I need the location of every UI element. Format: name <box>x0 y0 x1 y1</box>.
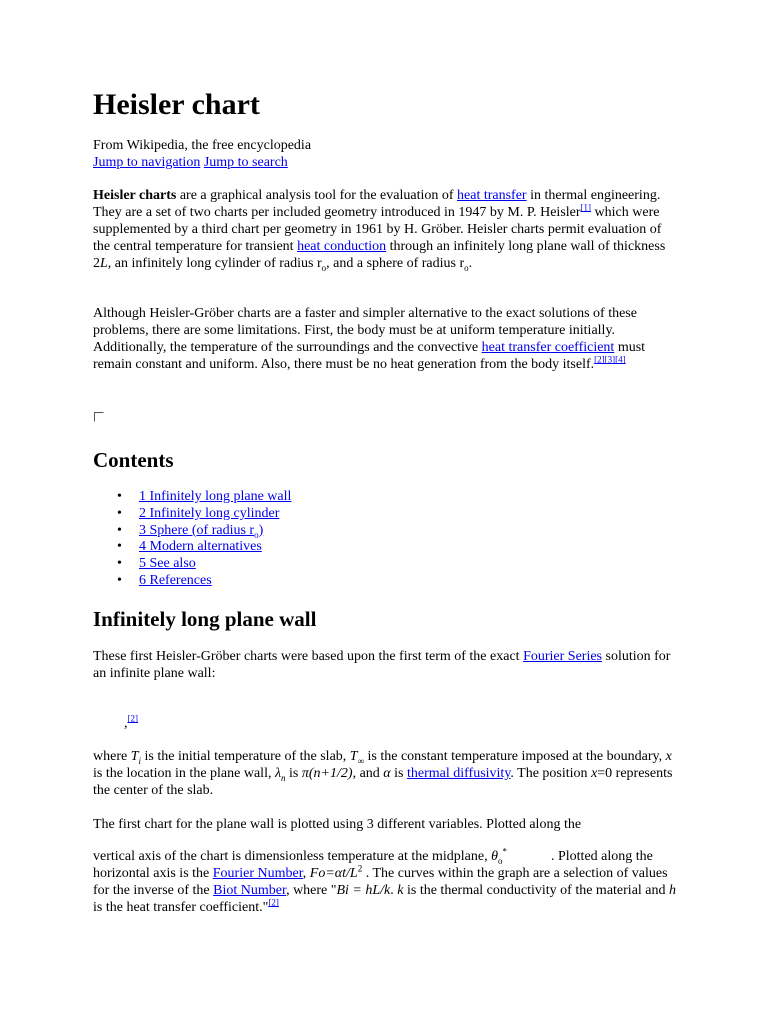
paragraph-text: . The curves within the graph are a selection of values for the inverse of the <box>93 866 668 898</box>
reference-links[interactable]: [2][3][4] <box>594 354 626 365</box>
paragraph-text: . The position <box>510 766 592 781</box>
variable-h: h <box>669 883 677 898</box>
paragraph-text: These first Heisler-Gröber charts were based upon the first term of the exact <box>93 649 524 664</box>
variable-T: T <box>130 749 139 764</box>
limitations-paragraph <box>93 305 678 373</box>
fourier-paragraph <box>93 648 678 682</box>
toc-item <box>93 488 291 505</box>
limitations-text: must remain constant and uniform. Also, there must be no heat generation from the body itself. <box>93 340 646 372</box>
subscript: o <box>497 855 503 866</box>
heat-transfer-coefficient-link[interactable]: heat transfer coefficient <box>481 340 615 355</box>
subscript: ∞ <box>357 755 365 766</box>
bullet-icon: • <box>117 539 122 555</box>
variable-x: x <box>665 749 672 764</box>
jump-links <box>93 154 678 171</box>
superscript: 2 <box>357 863 363 874</box>
intro-bold-term: Heisler charts <box>93 188 177 203</box>
paragraph-text: is the initial temperature of the slab, <box>141 749 350 764</box>
thermal-diffusivity-link[interactable]: thermal diffusivity <box>406 766 511 781</box>
biot-expression: Bi = hL/k <box>336 883 391 898</box>
pi-expression: π(n+1/2) <box>301 766 353 781</box>
variable-alpha: α <box>383 766 391 781</box>
heat-transfer-link[interactable]: heat transfer <box>457 188 527 203</box>
intro-text: , and a sphere of radius r <box>326 256 465 271</box>
paragraph-text: =0 represents the center of the slab. <box>93 766 673 798</box>
paragraph-text: , and <box>352 766 384 781</box>
paragraph-text: is <box>390 766 407 781</box>
jump-to-search-link[interactable]: Jump to search <box>203 155 288 170</box>
intro-text: . <box>468 256 473 271</box>
chart-variables-paragraph: The first chart for the plane wall is plotted using 3 different variables. Plotted along the <box>93 817 582 832</box>
intro-paragraph <box>93 187 678 272</box>
bullet-icon: • <box>117 572 122 588</box>
limitations-text: Although Heisler-Gröber charts are a faster and simpler alternative to the exact solutions of these problems, there are some limitations. First, the body must be at uniform temperature initially. Additionally, the temperature of the surroundings and the convective <box>93 306 637 355</box>
subscript: o <box>254 529 259 540</box>
paragraph-text: , <box>302 866 310 881</box>
toc-link-sphere[interactable] <box>139 523 263 538</box>
heat-conduction-link[interactable]: heat conduction <box>297 239 387 254</box>
contents-heading: Contents <box>93 448 174 472</box>
paragraph-text: . Plotted along the horizontal axis is the <box>93 849 653 881</box>
paragraph-text: is the location in the plane wall, <box>93 766 275 781</box>
equation-comma: , <box>124 716 128 731</box>
biot-number-link[interactable]: Biot Number <box>213 883 287 898</box>
variables-paragraph <box>93 748 678 799</box>
toc-item <box>93 572 291 589</box>
toc-link-sphere-close: ) <box>258 522 264 538</box>
tagline: From Wikipedia, the free encyclopedia <box>93 138 312 153</box>
table-of-contents <box>93 488 291 589</box>
variable-T-infinity: T <box>349 749 358 764</box>
variable-theta: θ <box>491 849 498 864</box>
paragraph-text: where <box>93 749 131 764</box>
reference-link[interactable]: [2] <box>268 897 279 908</box>
toc-link-sphere-text: 3 Sphere (of radius r <box>139 522 255 538</box>
fourier-expression: Fo=αt/L <box>309 866 358 881</box>
paragraph-text: . <box>390 883 398 898</box>
toc-item <box>93 522 291 539</box>
jump-to-navigation-link[interactable]: Jump to navigation <box>93 155 201 170</box>
variable-x: x <box>591 766 598 781</box>
toc-link-see-also[interactable]: 5 See also <box>139 556 196 572</box>
intro-text: in thermal engineering. They are a set of two charts per included geometry introduced in 1947 by M. P. Heisler <box>93 188 661 220</box>
subscript: i <box>138 755 142 766</box>
toc-link-modern-alternatives[interactable]: 4 Modern alternatives <box>139 539 262 555</box>
intro-text: through an infinitely long plane wall of thickness 2 <box>93 239 666 271</box>
toc-item <box>93 555 291 572</box>
subscript: n <box>281 772 286 783</box>
bullet-icon: • <box>117 505 122 521</box>
section-heading-plane-wall: Infinitely long plane wall <box>93 607 317 631</box>
toc-item <box>93 505 291 522</box>
chart-axes-paragraph <box>93 848 678 916</box>
intro-text: , an infinitely long cylinder of radius r <box>107 256 322 271</box>
paragraph-text: , where " <box>286 883 337 898</box>
subscript: o <box>464 262 469 273</box>
toc-link-references[interactable]: 6 References <box>139 572 212 588</box>
bullet-icon: • <box>117 522 122 538</box>
paragraph-text: is the constant temperature imposed at the boundary, <box>364 749 666 764</box>
toc-link-cylinder[interactable]: 2 Infinitely long cylinder <box>139 505 280 521</box>
variable-lambda: λ <box>274 766 282 781</box>
equation-placeholder <box>124 715 138 732</box>
toc-link-plane-wall[interactable]: 1 Infinitely long plane wall <box>139 489 292 504</box>
page-title: Heisler chart <box>93 88 260 121</box>
fourier-number-link[interactable]: Fourier Number <box>212 866 303 881</box>
reference-link[interactable]: [1] <box>580 202 592 213</box>
paragraph-text: is <box>285 766 302 781</box>
bullet-icon: • <box>117 556 122 572</box>
broken-image-icon <box>94 412 104 422</box>
paragraph-text: is the thermal conductivity of the material and <box>403 883 670 898</box>
reference-link[interactable]: [2] <box>127 713 138 724</box>
paragraph-text: is the heat transfer coefficient." <box>93 900 269 915</box>
variable-k: k <box>397 883 404 898</box>
superscript: * <box>502 846 507 857</box>
paragraph-text: vertical axis of the chart is dimensionless temperature at the midplane, <box>93 849 492 864</box>
variable-L: L <box>100 256 108 271</box>
toc-item <box>93 538 291 555</box>
intro-text: are a graphical analysis tool for the evaluation of <box>176 188 458 203</box>
paragraph-text: solution for an infinite plane wall: <box>93 649 671 681</box>
bullet-icon: • <box>117 489 122 504</box>
fourier-series-link[interactable]: Fourier Series <box>523 649 602 664</box>
intro-text: which were supplemented by a third chart per geometry in 1961 by H. Gröber. Heisler charts permit evaluation of the central temperature for transient <box>93 205 662 254</box>
tagline-block <box>93 137 678 171</box>
subscript: o <box>321 262 327 273</box>
